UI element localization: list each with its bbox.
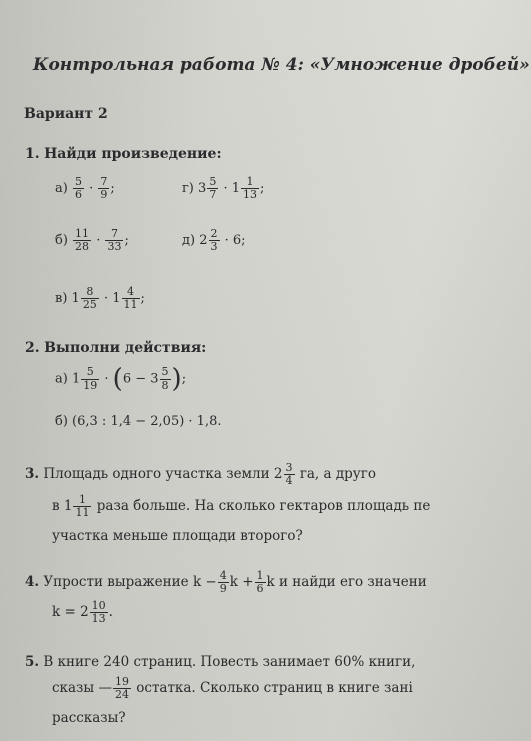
item-label: в): [55, 291, 68, 307]
fraction: $\frac{1}{11}$: [75, 493, 90, 520]
q1-item-b: б) $\frac{11}{28}$ · $\frac{7}{33}$ ;: [55, 227, 129, 254]
question-number: 5.: [25, 654, 40, 670]
fraction: $\frac{7}{33}$: [107, 227, 122, 254]
q1-item-d: д) 2 $\frac{2}{3}$ · 6;: [182, 227, 246, 254]
question-3-line-1: 3. Площадь одного участка земли 2 $\frac{3}{4}$ га, а друго: [25, 461, 376, 488]
fraction: $\frac{5}{19}$: [83, 365, 98, 392]
fraction: $\frac{11}{28}$: [75, 227, 90, 254]
fraction: $\frac{7}{9}$: [100, 175, 108, 202]
page-title: Контрольная работа № 4: «Умножение дробей»: [33, 55, 530, 75]
question-5-line-1: 5. В книге 240 страниц. Повесть занимает 60% книги,: [25, 654, 416, 670]
item-label: б): [55, 414, 68, 429]
question-3-line-3: участка меньше площади второго?: [52, 528, 303, 544]
fraction: $\frac{5}{6}$: [74, 175, 82, 202]
item-label: а): [55, 371, 68, 387]
question-text: Найди произведение:: [44, 146, 222, 162]
question-number: 4.: [25, 574, 40, 591]
item-label: б): [55, 233, 68, 249]
fraction: $\frac{19}{24}$: [114, 675, 129, 702]
question-3-line-2: в 1 $\frac{1}{11}$ раза больше. На сколько гектаров площадь пе: [52, 493, 431, 520]
q1-item-g: г) 3 $\frac{5}{7}$ · 1 $\frac{1}{13}$ ;: [182, 175, 265, 202]
question-2: [25, 340, 206, 356]
q2-item-a: а) 1 $\frac{5}{19}$ · (6 − 3 $\frac{5}{8}$ );: [55, 364, 187, 394]
fraction: $\frac{2}{3}$: [210, 227, 218, 254]
question-1: [25, 146, 222, 162]
fraction: $\frac{8}{25}$: [82, 285, 97, 312]
fraction: $\frac{1}{6}$: [256, 569, 264, 596]
fraction: $\frac{5}{7}$: [209, 175, 217, 202]
item-label: а): [55, 181, 68, 197]
fraction: $\frac{10}{13}$: [91, 599, 106, 626]
question-4-line-1: 4. Упрости выражение k − $\frac{4}{9}$ k + $\frac{1}{6}$ k и найди его значени: [25, 569, 427, 596]
variant-label: Вариант 2: [24, 106, 108, 122]
fraction: $\frac{5}{8}$: [161, 365, 169, 392]
fraction: $\frac{1}{13}$: [243, 175, 258, 202]
expression: (6,3 : 1,4 − 2,05) · 1,8.: [72, 414, 222, 429]
item-label: г): [182, 181, 194, 197]
question-4-line-2: k = 2 $\frac{10}{13}$ .: [52, 599, 113, 626]
q1-item-a: а) $\frac{5}{6}$ · $\frac{7}{9}$ ;: [55, 175, 115, 202]
question-number: 2.: [25, 340, 40, 356]
fraction: $\frac{3}{4}$: [285, 461, 293, 488]
item-label: д): [182, 233, 196, 249]
question-number: 3.: [25, 466, 40, 483]
fraction: $\frac{4}{11}$: [123, 285, 138, 312]
question-5-line-2: сказы — $\frac{19}{24}$ остатка. Сколько страниц в книге зані: [52, 675, 413, 702]
question-text: Выполни действия:: [44, 340, 207, 356]
question-5-line-3: рассказы?: [52, 710, 126, 726]
question-number: 1.: [25, 146, 40, 162]
fraction: $\frac{4}{9}$: [219, 569, 227, 596]
q1-item-v: в) 1 $\frac{8}{25}$ · 1 $\frac{4}{11}$ ;: [55, 285, 145, 312]
q2-item-b: [55, 414, 222, 429]
